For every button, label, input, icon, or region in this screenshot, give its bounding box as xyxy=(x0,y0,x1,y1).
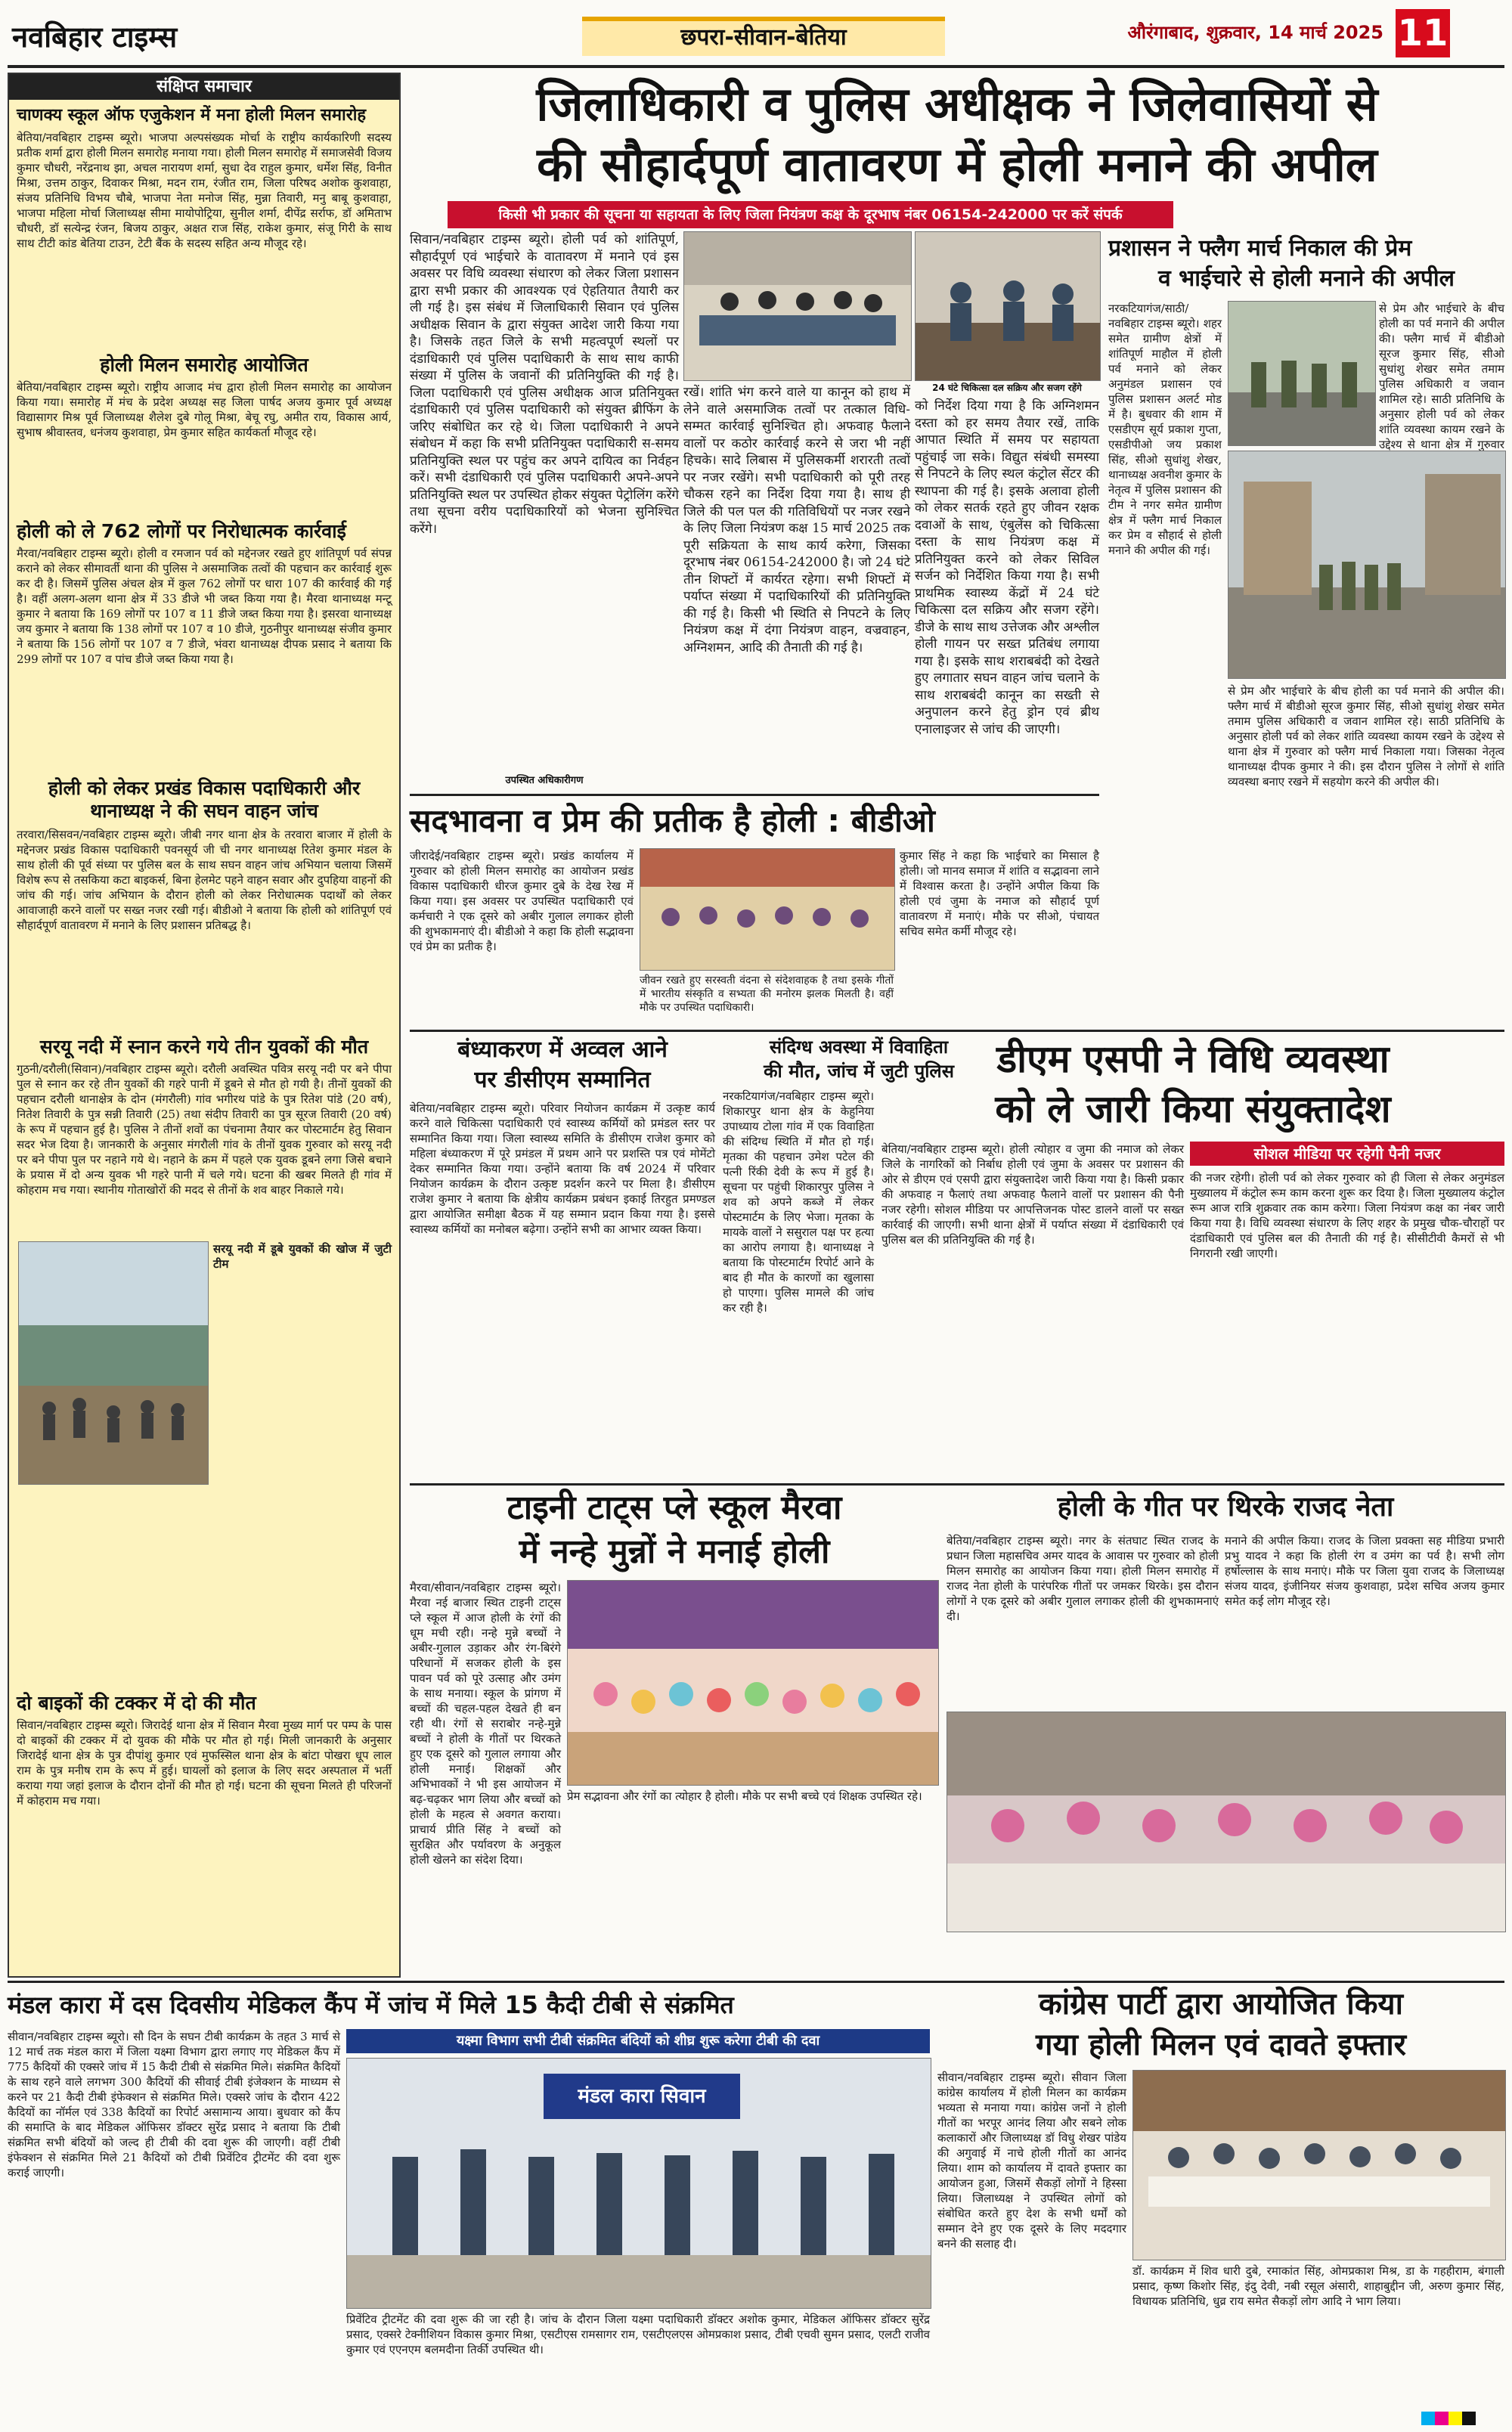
section-label: छपरा-सीवान-बेतिया xyxy=(582,17,945,56)
songs-photo xyxy=(947,1712,1506,1932)
award-headline-line1: बंध्याकरण में अव्वल आने xyxy=(457,1036,668,1063)
flag-col1: नरकटियागंज/साठी/नवबिहार टाइम्स ब्यूरो। शहर समेत ग्रामीण क्षेत्रों में शांतिपूर्ण माहौल में होली पर्व मनाने को लेकर अनुमंडल प्रशासन एवं पुलिस प्रशासन अलर्ट मोड में है। बुधवार की शाम में एसडीएम सूर्य प्रकाश गुप्ता, एसडीपीओ जय प्रकाश सिंह, सीओ सुधांशु शेखर, थानाध्यक्ष अवनीश कुमार के नेतृत्व में पुलिस प्रशासन की टीम ने नगर समेत ग्रामीण क्षेत्र में फ्लैग मार्च निकाल कर प्रेम व सौहार्द से होली मनाने की अपील की गई। xyxy=(1108,302,1222,557)
tiny-headline-line2: में नन्हे मुन्नों ने मनाई होली xyxy=(519,1532,830,1571)
dmsp-headline-line2: को ले जारी किया संयुक्तादेश xyxy=(995,1087,1391,1131)
paper-name: नवबिहार टाइम्स xyxy=(12,20,178,54)
sidebar-header: संक्षिप्त समाचार xyxy=(9,74,399,100)
lead-caption-left: उपस्थित अधिकारीगण xyxy=(505,775,584,786)
children-holi-illustration xyxy=(568,1581,938,1785)
congress-caption: डॉ. कार्यक्रम में शिव धारी दुबे, रमाकांत सिंह, ओमप्रकाश मिश्र, डा के गहहीराम, बंगाली प्रसाद, कृष्ण किशोर सिंह, इंदु देवी, नबी रसूल अंसारी, शाहाबुद्दीन जी, अरुण कुमार सिंह, विधायक प्रतिनिधि, धुव्र राय समेत सैकड़ों लोग आदि ने भाग लिया। xyxy=(1132,2264,1504,2308)
sidebar xyxy=(8,73,401,1978)
lead-col1: सिवान/नवबिहार टाइम्स ब्यूरो। होली पर्व को शांतिपूर्ण, सौहार्दपूर्ण एवं भाईचारे के वातावरण में मनाने एवं इस अवसर पर विधि व्यवस्था संधारण को लेकर जिला प्रशासन द्वारा सभी प्रकार की आवश्यक एवं ऐहतियात तैयारी कर ली गई है। इस संबंध में जिलाधिकारी सिवान एवं पुलिस अधीक्षक सिवान के द्वारा संयुक्त आदेश जारी किया गया है। जिसके तहत जिले के सभी महत्वपूर्ण स्थलों पर दंडाधिकारी एवं पुलिस पदाधिकारी के साथ साथ काफी संख्या में पुलिस के जवानों की प्रतिनियुक्ति की गई है। जिला पदाधिकारी एवं पुलिस अधीक्षक आज प्रतिनियुक्त दंडाधिकारी एवं पुलिस पदाधिकारी को संयुक्त ब्रीफिंग के जरिए संबोधित कर रहे थे। जिला पदाधिकारी ने अपने संबोधन में कहा कि सभी प्रतिनियुक्त पदाधिकारी स-समय प्रतिनियुक्ति स्थल पर पहुंच कर अपने दायित्व का निर्वहन करें। सभी दंडाधिकारी एवं पुलिस पदाधिकारी अपने-अपने प्रतिनियुक्ति स्थल पर उपस्थित होकर संयुक्त पेट्रोलिंग करेंगे तथा सूचना वरीय पदाधिकारियों को भेजना सुनिश्चित करेंगे। xyxy=(410,232,679,537)
dmsp-col1: बेतिया/नवबिहार टाइम्स ब्यूरो। होली त्योहार व जुमा की नमाज को लेकर जिले के नागरिकों को निर्बाध होली एवं जुमा के अवसर पर प्रशासन की ओर से डीएम एवं एसपी द्वारा संयुक्तादेश जारी किया गया है। किसी प्रकार की अफवाह न फैलाएं तथा अफवाह फैलाने वालों पर प्रशासन की पैनी नजर रहेगी। सोशल मीडिया पर आपत्तिजनक पोस्ट डालने वालों पर सख्त कार्रवाई की जाएगी। सभी थाना क्षेत्रों में पर्याप्त संख्या में दंडाधिकारी एवं पुलिस बल की प्रतिनियुक्ति की गई है। xyxy=(881,1142,1184,1247)
prison-sign-text: मंडल कारा सिवान xyxy=(578,2085,706,2108)
prison-body: सीवान/नवबिहार टाइम्स ब्यूरो। सौ दिन के सघन टीबी कार्यक्रम के तहत 3 मार्च से 12 मार्च तक मंडल कारा में जिला यक्ष्मा विभाग द्वारा लगाए गए मेडिकल कैंप में 775 कैदियों की एक्सरे जांच में 15 कैदी टीबी से संक्रमित मिले। संक्रमित कैदियों के साथ रहने वाले लगभग 300 कैदियों की सीवाई टीबी इंजेक्शन के माध्यम से करने पर 21 कैदी टीबी इंफेक्शन से संक्रमित मिले। एक्सरे जांच के दौरान 422 कैदियों का नॉर्मल एवं 338 कैदियों का रिपोर्ट असामान्य आया। बुधवार को कैंप की समाप्ति के बाद मेडिकल ऑफिसर डॉक्टर सुरेंद्र प्रसाद ने बताया कि टीबी संक्रमित सभी बंदियों को जल्द ही टीबी की दवा शुरू की जाएगी। वहीं टीबी इंफेक्शन से संक्रमित मिले 21 कैदियों को टीबी प्रिवेंटिव ट्रीटमेंट की दवा शुरू कराई जाएगी। xyxy=(8,2030,340,2180)
sidebar-body-5b xyxy=(213,1241,392,1483)
songs-col1: बेतिया/नवबिहार टाइम्स ब्यूरो। नगर के संतघाट स्थित राजद के प्रधान जिला महासचिव अमर यादव के आवास पर गुरुवार को होली मिलन समारोह का आयोजन किया गया। होली मिलन समारोह में राजद नेता होली के पारंपरिक गीतों पर जमकर थिरके। इस दौरान लोगों ने एक दूसरे को अबीर गुलाल लगाकर होली की शुभकामनाएं दी। xyxy=(947,1534,1219,1623)
rjd-leaders-illustration xyxy=(947,1712,1505,1932)
sidebar-body-2: बेतिया/नवबिहार टाइम्स ब्यूरो। राष्ट्रीय आजाद मंच द्वारा होली मिलन समारोह का आयोजन किया गया। समारोह में मंच के प्रदेश अध्यक्ष सह जिला पार्षद अजय कुमार पूर्व अध्यक्ष विद्यासागर मिश्र पूर्व जिलाध्यक्ष शैलेश दुबे गोलू मिश्रा, बेचू रघु, अमीत राय, विकास आर्य, सुभाष श्रीवास्तव, धनंजय कुशवाहा, प्रेम कुमार सहित कार्यकर्ता मौजूद रहे। xyxy=(17,380,392,439)
lead-col3: को निर्देश दिया गया है कि अग्निशमन दस्ता को हर समय तैयार रखें, ताकि आपात स्थिति में समय पर सहायता पहुंचाई जा सके। विद्युत संबंधी समस्या से निपटने के लिए स्थल कंट्रोल सेंटर की स्थापना की गई है। इसके अलावा होली को लेकर सतर्क रहते हुए जीवन रक्षक दवाओं के साथ, एंबुलेंस को चिकित्सा दस्ता के साथ नियंत्रण कक्ष में प्रतिनियुक्त करने को लेकर सिविल सर्जन को निर्देशित किया गया है। सभी प्राथमिक स्वास्थ्य केंद्रों में 24 घंटे चिकित्सा दल सक्रिय और सजग रहेंगे। डीजे के साथ साथ उत्तेजक और अश्लील होली गायन पर सख्त प्रतिबंध लगाया गया है। इसके साथ शराबबंदी को देखते हुए लगातार सघन वाहन जांच चलाने के साथ शराबबंदी कानून का सख्ती से अनुपालन करने हेतु ड्रोन एवं ब्रीथ एनालाइजर से जांच की जाएगी। xyxy=(915,398,1099,737)
lead-meeting-photo xyxy=(683,231,912,381)
award-headline-line2: पर डीसीएम सम्मानित xyxy=(474,1067,651,1093)
masthead-rule xyxy=(8,65,1504,68)
lead-officials-photo xyxy=(915,231,1101,381)
sidebar-body-6: सिवान/नवबिहार टाइम्स ब्यूरो। जिरादेई थाना क्षेत्र में सिवान मैरवा मुख्य मार्ग पर पम्प के पास दो बाइकों की टक्कर में दो युवक की मौके पर मौत हो गई। मिली जानकारी के अनुसार जिरादेई थाना क्षेत्र के पुत्र दीपांशु कुमार एवं मुफस्सिल थाना क्षेत्र के बांटा पोखरा धूप लाल राम के पुत्र मनीष राम के रूप में हुई। घायलों को इलाज के लिए सदर अस्पताल में भर्ती कराया गया जहां इलाज के दौरान दोनों की मौत हो गई। घटना की सूचना मिलते ही परिजनों में कोहराम मच गया। xyxy=(17,1718,392,1808)
flag-headline-line2: व भाईचारे से होली मनाने की अपील xyxy=(1157,265,1455,292)
footer-color-marks xyxy=(1421,2412,1489,2425)
dateline: औरंगाबाद, शुक्रवार, 14 मार्च 2025 xyxy=(1127,22,1383,43)
lead-col2: रखें। शांति भंग करने वाले या कानून को हाथ में लेने वाले असमाजिक तत्वों पर तत्काल विधि-सम्मत कार्रवाई सुनिश्चित हो। अफवाह फैलाने वालों पर कठोर कार्रवाई करने से जरा भी नहीं हिचके। सादे लिबास में पुलिसकर्मी शरारती तत्वों पर नजर रखेंगे। सभी पदाधिकारी को पूरी तरह चौकस रहने का निर्देश दिया गया है। साथ ही जिले की पल पल की गतिविधियों पर नजर रखने के लिए जिला नियंत्रण कक्ष 15 मार्च 2025 तक पूरी सक्रियता के साथ कार्य करेगा, जिसका दूरभाष नंबर 06154-242000 है। जो 24 घंटे तीन शिफ्टों में कार्यरत रहेगा। सभी शिफ्टों में पर्याप्त संख्या में पदाधिकारियों की प्रतिनियुक्ति की गई है। किसी भी स्थिति से निपटने के लिए नियंत्रण कक्ष में दंगा नियंत्रण वाहन, वज्रवाहन, अग्निशमन, आदि की तैनाती की गई है। xyxy=(683,385,910,655)
bdo-caption: जीवन रखते हुए सरस्वती वंदना से संदेशवाहक है तथा इसके गीतों में भारतीय संस्कृति व सभ्यता की मनोरम झलक मिलती है। वहीं मौके पर उपस्थित पदाधिकारी। xyxy=(640,974,894,1014)
flag-march-photo-1 xyxy=(1228,301,1376,446)
death-headline-line1: संदिग्ध अवस्था में विवाहिता xyxy=(769,1036,949,1058)
death-headline-line2: की मौत, जांच में जुटी पुलिस xyxy=(764,1061,954,1082)
songs-col2: मनाने की अपील किया। राजद के जिला प्रवक्ता सह मीडिया प्रभारी प्रभु यादव ने कहा कि होली रंग व उमंग का पर्व है। सभी लोग हर्षोल्लास के साथ मनाएं। मौके पर जिला युवा राजद के जिलाध्यक्ष संजय यादव, इंजीनियर संजय कुशवाहा, प्रदेश सचिव अजय कुमार समेत कई लोग मौजूद रहे। xyxy=(1225,1534,1504,1608)
police-march-illustration xyxy=(1228,302,1375,445)
sidebar-body-1: बेतिया/नवबिहार टाइम्स ब्यूरो। भाजपा अल्पसंख्यक मोर्चा के राष्ट्रीय कार्यकारिणी सदस्य प्रतीक शर्मा द्वारा होली मिलन समारोह मनाया गया। होली मिलन समारोह में समाजसेवी विजय कुमार चौधरी, नरेंद्रनाथ झा, अचल नारायण शर्मा, सुधा देव राहुल कुमार, धर्मेश सिंह, विनीत मिश्रा, उत्तम ठाकुर, दिवाकर मिश्रा, मदन राम, रंजीत राम, जिला परिषद अशोक कुशवाहा, संजय प्रतिनिधि विभय चौबे, भाजपा नेता मनोज सिंह, मुन्ना तिवारी, मनु बाबू कुशवाहा, भाजपा महिला मोर्चा जिलाध्यक्ष सीमा मायोपोट्रिया, सुनील शर्मा, दीपेंद्र सर्राफ, डॉ अमिताभ चौधरी, डॉ सत्येन्द्र रंजन, बिजय ठाकुर, अक्षत राज सिंह, राकेश कुमार, संजू गिरी के साथ साथ टीटी कांड बेतिया टाउन, टेटी बैंक के सदस्य सहित अन्य मौजूद रहे। xyxy=(17,131,392,250)
bdo-col2: कुमार सिंह ने कहा कि भाईचारे का मिसाल है होली। जो मानव समाज में शांति व सद्भावना लाने में विश्वास करता है। उन्होंने अपील किया कि होली एवं जुमा के नमाज को सौहार्द पूर्ण वातावरण में मनाएं। मौके पर सीओ, पंचायत सचिव समेत कर्मी मौजूद रहे। xyxy=(900,849,1099,938)
lead-band: किसी भी प्रकार की सूचना या सहायता के लिए जिला नियंत्रण कक्ष के दूरभाष नंबर 06154-242000 पर करें संपर्क xyxy=(448,201,1173,228)
bottom-rule xyxy=(8,1981,1504,1983)
dmsp-band: सोशल मीडिया पर रहेगी पैनी नजर xyxy=(1190,1142,1504,1166)
bdo-headline: सदभावना व प्रेम की प्रतीक है होली : बीडीओ xyxy=(410,802,935,839)
prison-band: यक्ष्मा विभाग सभी टीबी संक्रमित बंदियों को शीघ्र शुरू करेगा टीबी की दवा xyxy=(346,2029,930,2053)
congress-photo xyxy=(1132,2070,1506,2260)
sidebar-headline-6: दो बाइकों की टक्कर में दो की मौत xyxy=(17,1692,256,1714)
mid-rule-2 xyxy=(410,1483,1504,1486)
sidebar-headline-4: होली को लेकर प्रखंड विकास पदाधिकारी और थानाध्यक्ष ने की सघन वाहन जांच xyxy=(48,777,361,822)
river-crowd-illustration xyxy=(19,1242,208,1484)
songs-headline: होली के गीत पर थिरके राजद नेता xyxy=(1057,1492,1394,1523)
sidebar-headline-5: सरयू नदी में स्नान करने गये तीन युवकों की मौत xyxy=(39,1036,369,1058)
sidebar-headline-2: होली मिलन समारोह आयोजित xyxy=(100,354,308,376)
bdo-col1: जीरादेई/नवबिहार टाइम्स ब्यूरो। प्रखंड कार्यालय में गुरुवार को होली मिलन समारोह का आयोजन प्रखंड विकास पदाधिकारी धीरज कुमार दुबे के देख रेख में किया गया। इस अवसर पर उपस्थित पदाधिकारी एवं कर्मचारी ने एक दूसरे को अबीर गुलाल लगाकर होली की शुभकामनाएं दी। बीडीओ ने कहा कि होली सद्भावना एवं प्रेम का प्रतीक है। xyxy=(410,849,634,953)
flag-col3 xyxy=(1228,683,1504,1027)
congress-headline-line2: गया होली मिलन एवं दावते इफ्तार xyxy=(1035,2028,1407,2062)
sidebar-headline-3: होली को ले 762 लोगों पर निरोधात्मक कार्रवाई xyxy=(17,520,346,542)
yellow-mark xyxy=(1448,2412,1462,2425)
masthead xyxy=(0,0,1512,70)
sidebar-body-5: गुठनी/दरौली(सिवान)/नवबिहार टाइम्स ब्यूरो। दरौली अवस्थित पवित्र सरयू नदी पर बने पीपा पुल से स्नान कर रहे तीन युवकों की गहरे पानी में डूबने से मौत हो गयी है। तीनों युवकों की पहचान दरौली थानाक्षेत्र के दोन (मंगरौली) गांव भगीरथ पांडे के पुत्र रितेश पांडे (20 वर्ष), नितेश तिवारी के पुत्र सन्नी तिवारी (25) तथा संदीप तिवारी का पुत्र सूरज तिवारी (20 वर्ष) के रूप में पहचान हुई है। पुलिस ने तीनों शवों का पंचनामा तैयार कर पोस्टमार्टम हेतु सिवान सदर भेज दिया है। जानकारी के अनुसार मंगरौली गांव के तीनों युवक गुरुवार को सरयू नदी पर बने पीपा पुल पर नहाने गये थे। नहाने के क्रम में पहले एक युवक डूबने लगा जिसे बचाने के प्रयास में दो अन्य युवक भी गहरे पानी में चले गये। घटना की खबर मिलते ही गांव में कोहराम मच गया। स्थानीय गोताखोरों की मदद से तीनों के शव बाहर निकाले गये। xyxy=(17,1062,392,1197)
magenta-mark xyxy=(1435,2412,1448,2425)
iftar-illustration xyxy=(1133,2071,1505,2260)
prison-caption: प्रिवेंटिव ट्रीटमेंट की दवा शुरू की जा रही है। जांच के दौरान जिला यक्ष्मा पदाधिकारी डॉक्टर अशोक कुमार, मेडिकल ऑफिसर डॉक्टर सुरेंद्र प्रसाद, एक्सरे टेक्नीशियन विकास कुमार मिश्रा, एसटीएस रामसागर राम, एसटीएलएस ओमप्रकाश प्रसाद, टीबी एचवी सुमन प्रसाद, एलटी राजीव कुमार एवं एएनएम बलमदीना तिर्की उपस्थित थी। xyxy=(346,2313,930,2356)
congress-headline-line1: कांग्रेस पार्टी द्वारा आयोजित किया xyxy=(1039,1987,1403,2022)
cyan-mark xyxy=(1421,2412,1435,2425)
sidebar-headline-1: चाणक्य स्कूल ऑफ एजुकेशन में मना होली मिलन समारोह xyxy=(17,106,367,125)
lead-headline-line1: जिलाधिकारी व पुलिस अधीक्षक ने जिलेवासियों से xyxy=(536,76,1378,132)
street-march-illustration xyxy=(1228,451,1505,678)
tiny-body: मैरवा/सीवान/नवबिहार टाइम्स ब्यूरो। मैरवा नई बाजार स्थित टाइनी टाट्स प्ले स्कूल में आज होली के रंगों की धूम मची रही। नन्हे मुन्ने बच्चों ने अबीर-गुलाल उड़ाकर और रंग-बिरंगे परिधानों में सजकर होली के इस पावन पर्व को पूरे उत्साह और उमंग के साथ मनाया। स्कूल के प्रांगण में बच्चों की चहल-पहल देखते ही बन रही थी। रंगों से सराबोर नन्हे-मुन्ने बच्चों ने होली के गीतों पर थिरकते हुए एक दूसरे को गुलाल लगाया और होली मनाई। शिक्षकों और अभिभावकों ने भी इस आयोजन में बढ़-चढ़कर भाग लिया और बच्चों को होली के महत्व से अवगत कराया। प्राचार्य प्रीति सिंह ने बच्चों को सुरक्षित और पर्यावरण के अनुकूल होली खेलने का संदेश दिया। xyxy=(410,1581,561,1867)
flag-march-photo-2 xyxy=(1228,451,1506,679)
mid-rule-1 xyxy=(410,1030,1504,1032)
holi-officials-illustration xyxy=(640,849,894,970)
tiny-photo xyxy=(567,1580,939,1786)
lead-rule xyxy=(410,794,1099,796)
prison-headline: मंडल कारा में दस दिवसीय मेडिकल कैंप में जांच में मिले 15 कैदी टीबी से संक्रमित xyxy=(8,1991,734,2019)
congress-body: सीवान/नवबिहार टाइम्स ब्यूरो। सीवान जिला कांग्रेस कार्यालय में होली मिलन का कार्यक्रम भव्यता से मनाया गया। कांग्रेस जनों ने होली गीतों का भरपूर आनंद लिया और सबने लोक कलाकारों और जिलाध्यक्ष डॉ विधु शेखर पांडेय की अगुवाई में नाचे होली गीतों का आनंद लिया। शाम को कार्यालय में दावते इफ्तार का आयोजन हुआ, जिसमें सैकड़ों लोगों ने हिस्सा लिया। जिलाध्यक्ष ने उपस्थित लोगों को संबोधित करते हुए देश के सभी धर्मों को सम्मान देने हुए एक दूसरे के लिए मददगार बनने की सलाह दी। xyxy=(937,2071,1126,2251)
tiny-caption: प्रेम सद्भावना और रंगों का त्योहार है होली। मौके पर सभी बच्चे एवं शिक्षक उपस्थित रहे। xyxy=(567,1789,922,1803)
dmsp-col2: की नजर रहेगी। होली पर्व को लेकर गुरुवार को ही जिला से लेकर अनुमंडल मुख्यालय में कंट्रोल रूम काम करना शुरू कर दिया है। जिला मुख्यालय कंट्रोल रूम आज रात्रि शुक्रवार तक काम करेगा। जिला नियंत्रण कक्ष का नंबर जारी किया गया है। विधि व्यवस्था संधारण के लिए शहर के प्रमुख चौक-चौराहों पर दंडाधिकारी एवं पुलिस बल की तैनाती की गई है। सीसीटीवी कैमरों से भी निगरानी रखी जाएगी। xyxy=(1190,1171,1504,1260)
black-mark xyxy=(1462,2412,1476,2425)
flag-col2: से प्रेम और भाईचारे के बीच होली का पर्व मनाने की अपील की। फ्लैग मार्च में बीडीओ सूरज कुमार सिंह, सीओ सुधांशु शेखर समेत तमाम पुलिस अधिकारी व जवान शामिल रहे। साठी प्रतिनिधि के अनुसार होली पर्व को लेकर शांति व्यवस्था कायम रखने के उद्देश्य से थाना क्षेत्र में गुरुवार xyxy=(1379,302,1504,451)
lead-headline-line2: की सौहार्दपूर्ण वातावरण में होली मनाने की अपील xyxy=(537,137,1377,192)
bdo-photo xyxy=(640,848,895,971)
dmsp-headline-line1: डीएम एसपी ने विधि व्यवस्था xyxy=(996,1037,1390,1081)
sidebar-body-4: तरवारा/सिसवन/नवबिहार टाइम्स ब्यूरो। जीबी नगर थाना क्षेत्र के तरवारा बाजार में होली के मद्देनजर प्रखंड विकास पदाधिकारी पवनसूर्य जी ची नगर थानाध्यक्ष रितेश कुमार मंडल के साथ होली की पूर्व संध्या पर पुलिस बल के साथ सघन वाहन जांच अभियान चलाया जिसमें विशेष रूप से तसकिया कटा बाइकर्स, बिना हेलमेट पहने वाहन सवार और दुपहिया वाहनों की जांच की गई। जांच अभियान के दौरान होली को लेकर निरोधात्मक पदार्थों को लेकर आवाजाही करने वालों पर सख्त नजर रखी गई। बीडीओ ने बताया कि होली को शांतिपूर्ण एवं सौहार्दपूर्ण वातावरण में मनाने के लिए प्रशासन प्रतिबद्ध है। xyxy=(17,828,392,932)
lead-photo-caption: 24 घंटे चिकित्सा दल सक्रिय और सजग रहेंगे xyxy=(932,383,1082,393)
prison-photo xyxy=(346,2058,931,2309)
sidebar-photo-caption: सरयू नदी में डूबे युवकों की खोज में जुटी टीम xyxy=(213,1242,392,1271)
sidebar-river-photo xyxy=(18,1241,209,1485)
death-body: नरकटियागंज/नवबिहार टाइम्स ब्यूरो। शिकारपुर थाना क्षेत्र के केहुनिया उपाध्याय टोला गांव में एक विवाहिता की संदिग्ध स्थिति में मौत हो गई। मृतका की पहचान उमेश पटेल की पत्नी रिंकी देवी के रूप में हुई है। सूचना पर पहुंची शिकारपुर पुलिस ने शव को अपने कब्जे में लेकर पोस्टमार्टम के लिए भेजा। मृतका के मायके वालों ने ससुराल पक्ष पर हत्या का आरोप लगाया है। थानाध्यक्ष ने बताया कि पोस्टमार्टम रिपोर्ट आने के बाद ही मौत के कारणों का खुलासा हो पाएगा। पुलिस मामले की जांच कर रही है। xyxy=(723,1089,874,1315)
sidebar-body-3: मैरवा/नवबिहार टाइम्स ब्यूरो। होली व रमजान पर्व को मद्देनजर रखते हुए शांतिपूर्ण पर्व संपन्न कराने को लेकर सीमावर्ती थाना की पुलिस ने असमाजिक तत्वों की पहचान कर कार्रवाई शुरू कर दी है। जिसमें पुलिस अंचल क्षेत्र में कुल 762 लोगों पर धारा 107 की कार्रवाई की गई है। वहीं अलग-अलग थाना क्षेत्र में 33 डीजे भी जब्त किया गया है। मैरवा थानाध्यक्ष मन्टू कुमार ने बताया कि 169 लोगों पर 107 व 11 डीजे जब्त किया गया है। इसरवा थानाध्यक्ष जय कुमार ने बताया कि 138 लोगों पर 107 व 10 डीजे, गुठनीपुर थानाध्यक्ष संजीव कुमार ने बताया कि 156 लोगों पर 107 व 7 डीजे, भंवरा थानाध्यक्ष दीपक प्रसाद ने बताया कि 299 लोगों पर 107 व पांच डीजे जब्त किया गया है। xyxy=(17,547,392,666)
flag-col3-text: से प्रेम और भाईचारे के बीच होली का पर्व मनाने की अपील की। फ्लैग मार्च में बीडीओ सूरज कुमार सिंह, सीओ सुधांशु शेखर समेत तमाम पुलिस अधिकारी व जवान शामिल रहे। साठी प्रतिनिधि के अनुसार होली पर्व को लेकर शांति व्यवस्था कायम रखने के उद्देश्य से थाना क्षेत्र में गुरुवार को फ्लैग मार्च निकाला गया। जिसका नेतृत्व थानाध्यक्ष दीपक कुमार ने की। इस दौरान पुलिस ने लोगों से शांति व्यवस्था बनाए रखने में सहयोग करने की अपील की। xyxy=(1228,684,1504,788)
page-number: 11 xyxy=(1396,9,1450,57)
officials-illustration xyxy=(916,232,1100,380)
tiny-headline-line1: टाइनी टाट्स प्ले स्कूल मैरवा xyxy=(507,1489,842,1527)
flag-headline-line1: प्रशासन ने फ्लैग मार्च निकाल की प्रेम xyxy=(1108,235,1412,262)
meeting-illustration xyxy=(684,232,911,380)
award-body: बेतिया/नवबिहार टाइम्स ब्यूरो। परिवार नियोजन कार्यक्रम में उत्कृष्ट कार्य करने वाले चिकित्सा पदाधिकारी एवं स्वास्थ्य कर्मियों को प्रमंडल स्तर पर सम्मानित किया गया। जिला स्वास्थ्य समिति के डीसीएम राजेश कुमार को महिला बंध्याकरण में पूरे प्रमंडल में प्रथम आने पर प्रशस्ति पत्र एवं मोमेंटो देकर सम्मानित किया गया। उन्होंने बताया कि वर्ष 2024 में परिवार नियोजन कार्यक्रम के दौरान उत्कृष्ट प्रदर्शन करने पर मिला है। डीसीएम राजेश कुमार ने बताया कि क्षेत्रीय कार्यक्रम प्रबंधन इकाई तिरहुत प्रमण्डल द्वारा आयोजित समीक्षा बैठक में यह सम्मान प्रदान किया गया है। इससे स्वास्थ्य कर्मियों का मनोबल बढ़ेगा। उन्होंने सभी का आभार व्यक्त किया। xyxy=(410,1101,715,1236)
